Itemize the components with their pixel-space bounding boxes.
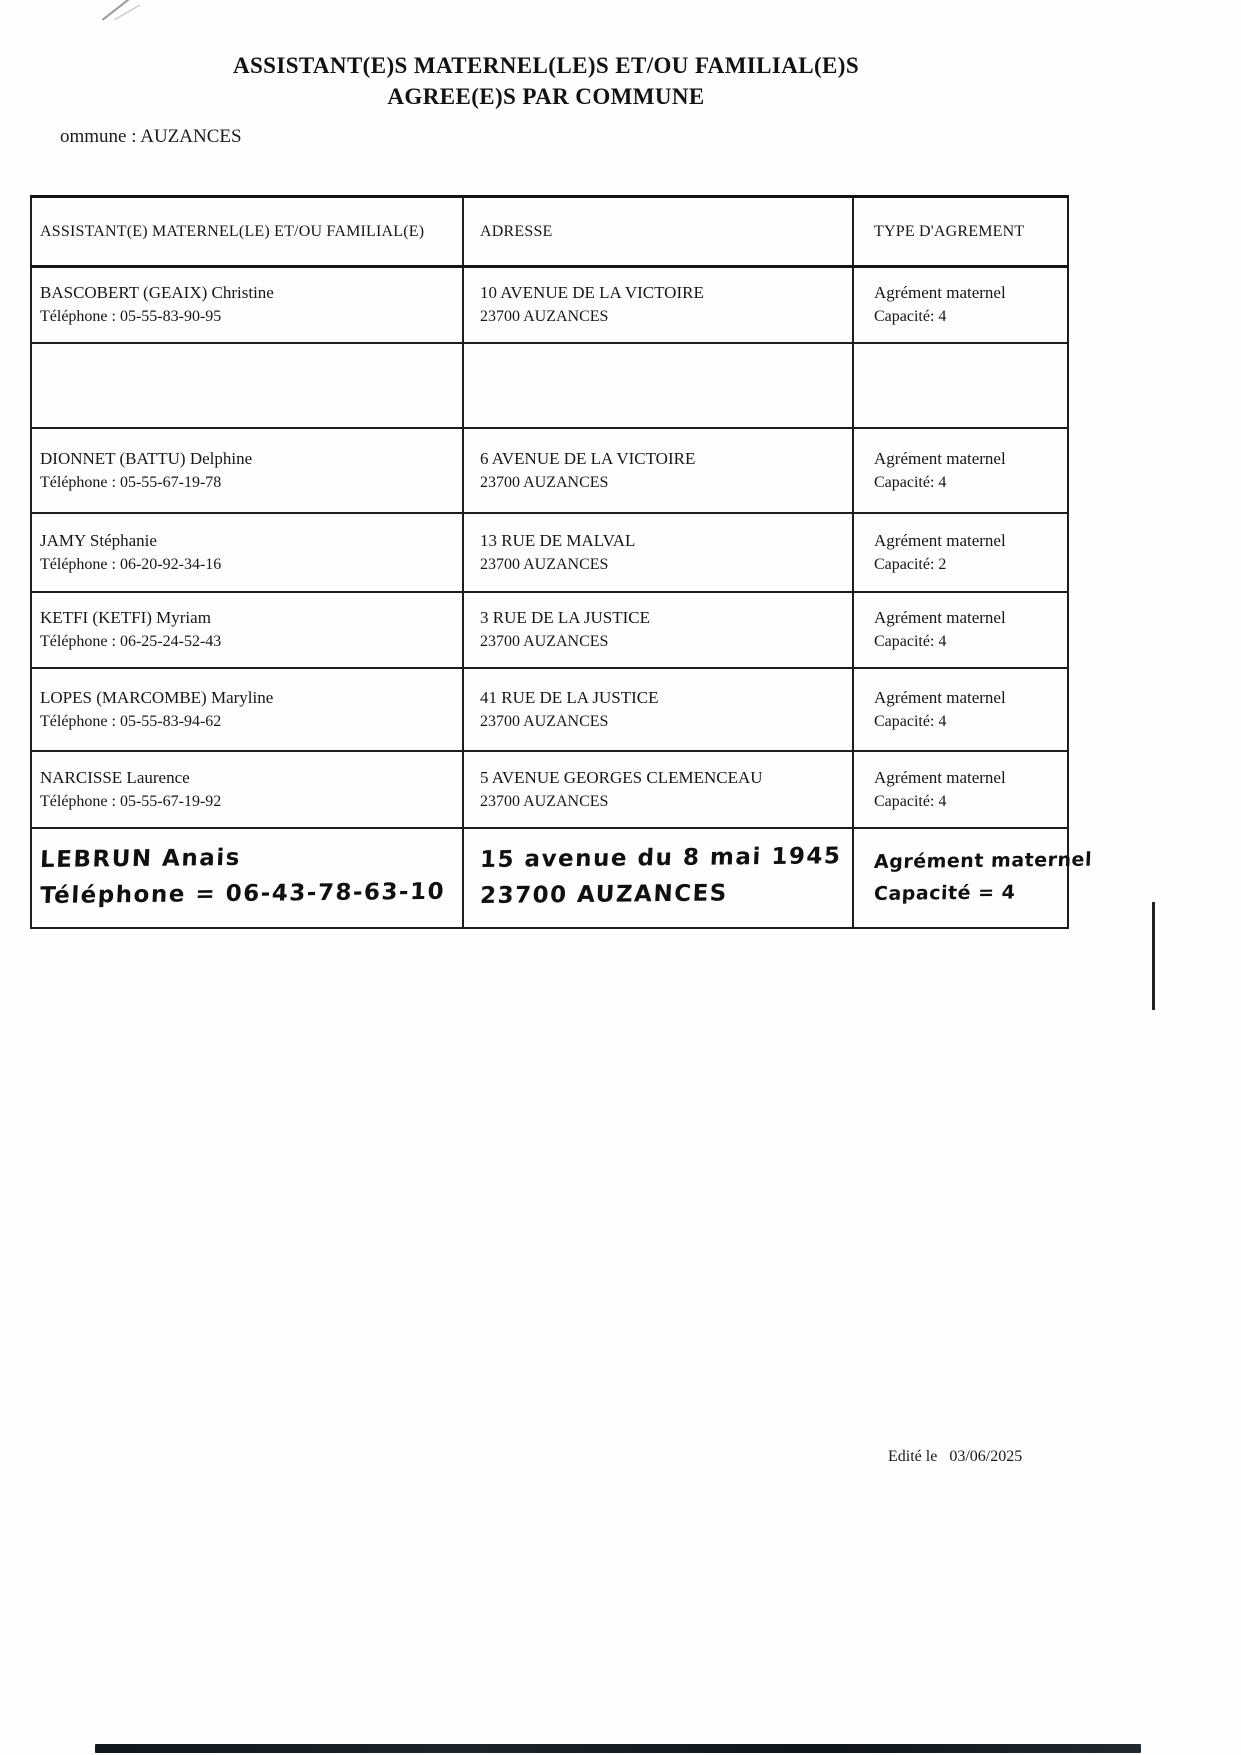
- address-city: 23700 AUZANCES: [480, 308, 609, 326]
- assistants-table: [30, 195, 1093, 929]
- agrement-cell: [853, 828, 1093, 928]
- edition-date-line: [888, 1448, 1022, 1466]
- table-row: [31, 592, 1068, 668]
- table-row: [31, 751, 1068, 828]
- table-row: [31, 428, 1068, 513]
- document-title-line1: ASSISTANT(E)S MATERNEL(LE)S ET/OU FAMILIAL(E)S: [232, 53, 860, 78]
- address-street: 3 RUE DE LA JUSTICE: [480, 608, 650, 627]
- header-adresse: ADRESSE: [463, 197, 853, 267]
- assistant-phone-handwritten: Téléphone = 06-43-78-63-10: [39, 878, 446, 909]
- scan-artifact-bottom-bar: [95, 1744, 1141, 1753]
- agrement-capacity: Capacité: 4: [874, 473, 947, 491]
- address-cell: [463, 428, 853, 513]
- agrement-capacity: Capacité: 4: [874, 308, 947, 326]
- agrement-type: Agrément maternel: [874, 687, 1006, 707]
- assistant-name: DIONNET (BATTU) Delphine: [40, 448, 253, 468]
- header-assistant: ASSISTANT(E) MATERNEL(LE) ET/OU FAMILIAL(E): [31, 197, 463, 267]
- table-row: [31, 668, 1068, 751]
- address-cell: [463, 751, 853, 828]
- assistant-cell: [31, 343, 463, 428]
- table-row: [31, 267, 1068, 343]
- edition-date-label: Edité le: [888, 1448, 938, 1465]
- agrement-cell: [853, 513, 1068, 592]
- assistant-cell: [31, 513, 463, 592]
- address-city: 23700 AUZANCES: [480, 792, 609, 810]
- address-cell: [463, 668, 853, 751]
- document-title: [0, 50, 1092, 112]
- address-street: 13 RUE DE MALVAL: [480, 530, 636, 550]
- address-city: 23700 AUZANCES: [480, 712, 609, 730]
- assistant-name: JAMY Stéphanie: [40, 530, 157, 550]
- agrement-cell: [853, 592, 1068, 668]
- assistant-cell: [31, 668, 463, 751]
- address-street: 5 AVENUE GEORGES CLEMENCEAU: [480, 767, 763, 787]
- agrement-type: Agrément maternel: [874, 767, 1006, 787]
- assistant-phone: Téléphone : 05-55-67-19-78: [40, 473, 222, 491]
- assistant-name-handwritten: LEBRUN Anais: [39, 844, 242, 873]
- assistant-name: NARCISSE Laurence: [40, 767, 190, 787]
- agrement-cell: [853, 751, 1068, 828]
- assistant-cell: [31, 751, 463, 828]
- agrement-capacity: Capacité: 4: [874, 633, 947, 650]
- assistant-cell: [31, 592, 463, 668]
- agrement-cell: [853, 267, 1068, 343]
- assistant-name: LOPES (MARCOMBE) Maryline: [40, 687, 274, 707]
- address-street: 10 AVENUE DE LA VICTOIRE: [480, 283, 704, 303]
- edition-date-value: 03/06/2025: [949, 1448, 1023, 1465]
- table-row-handwritten: [31, 828, 1068, 928]
- agrement-type: Agrément maternel: [874, 608, 1006, 627]
- agrement-capacity: Capacité: 4: [874, 712, 947, 730]
- assistant-cell: [31, 267, 463, 343]
- assistant-phone: Téléphone : 06-25-24-52-43: [40, 633, 222, 650]
- agrement-type-handwritten: Agrément maternel: [873, 848, 1093, 873]
- table-row: [31, 513, 1068, 592]
- table-header-row: [31, 197, 1068, 267]
- document-title-line2: AGREE(E)S PAR COMMUNE: [387, 84, 705, 109]
- agrement-type: Agrément maternel: [874, 448, 1006, 468]
- address-city: 23700 AUZANCES: [480, 555, 609, 573]
- address-city: 23700 AUZANCES: [480, 473, 609, 491]
- agrement-cell: [853, 428, 1068, 513]
- assistant-phone: Téléphone : 05-55-83-94-62: [40, 712, 222, 730]
- agrement-cell: [853, 343, 1068, 428]
- address-cell: [463, 267, 853, 343]
- address-cell: [463, 513, 853, 592]
- address-street: 41 RUE DE LA JUSTICE: [480, 687, 659, 707]
- table-row-empty: [31, 343, 1068, 428]
- agrement-type: Agrément maternel: [874, 283, 1006, 303]
- assistant-name: BASCOBERT (GEAIX) Christine: [40, 283, 274, 303]
- assistant-phone: Téléphone : 06-20-92-34-16: [40, 555, 222, 573]
- address-street: 6 AVENUE DE LA VICTOIRE: [480, 448, 696, 468]
- assistant-cell: [31, 828, 463, 928]
- commune-label: ommune : AUZANCES: [60, 126, 242, 147]
- scan-artifact-right-line: [1152, 902, 1155, 1010]
- assistant-cell: [31, 428, 463, 513]
- address-street-handwritten: 15 avenue du 8 mai 1945: [479, 842, 842, 873]
- agrement-capacity: Capacité: 4: [874, 792, 947, 810]
- address-cell: [463, 828, 853, 928]
- assistant-name: KETFI (KETFI) Myriam: [40, 608, 211, 627]
- agrement-cell: [853, 668, 1068, 751]
- address-cell: [463, 592, 853, 668]
- address-city-handwritten: 23700 AUZANCES: [479, 879, 729, 909]
- address-cell: [463, 343, 853, 428]
- assistant-phone: Téléphone : 05-55-83-90-95: [40, 308, 222, 326]
- address-city: 23700 AUZANCES: [480, 633, 609, 650]
- agrement-type: Agrément maternel: [874, 530, 1006, 550]
- header-type-agrement: TYPE D'AGREMENT: [853, 197, 1068, 267]
- assistant-phone: Téléphone : 05-55-67-19-92: [40, 792, 222, 810]
- agrement-capacity-handwritten: Capacité = 4: [873, 881, 1016, 905]
- agrement-capacity: Capacité: 2: [874, 555, 947, 573]
